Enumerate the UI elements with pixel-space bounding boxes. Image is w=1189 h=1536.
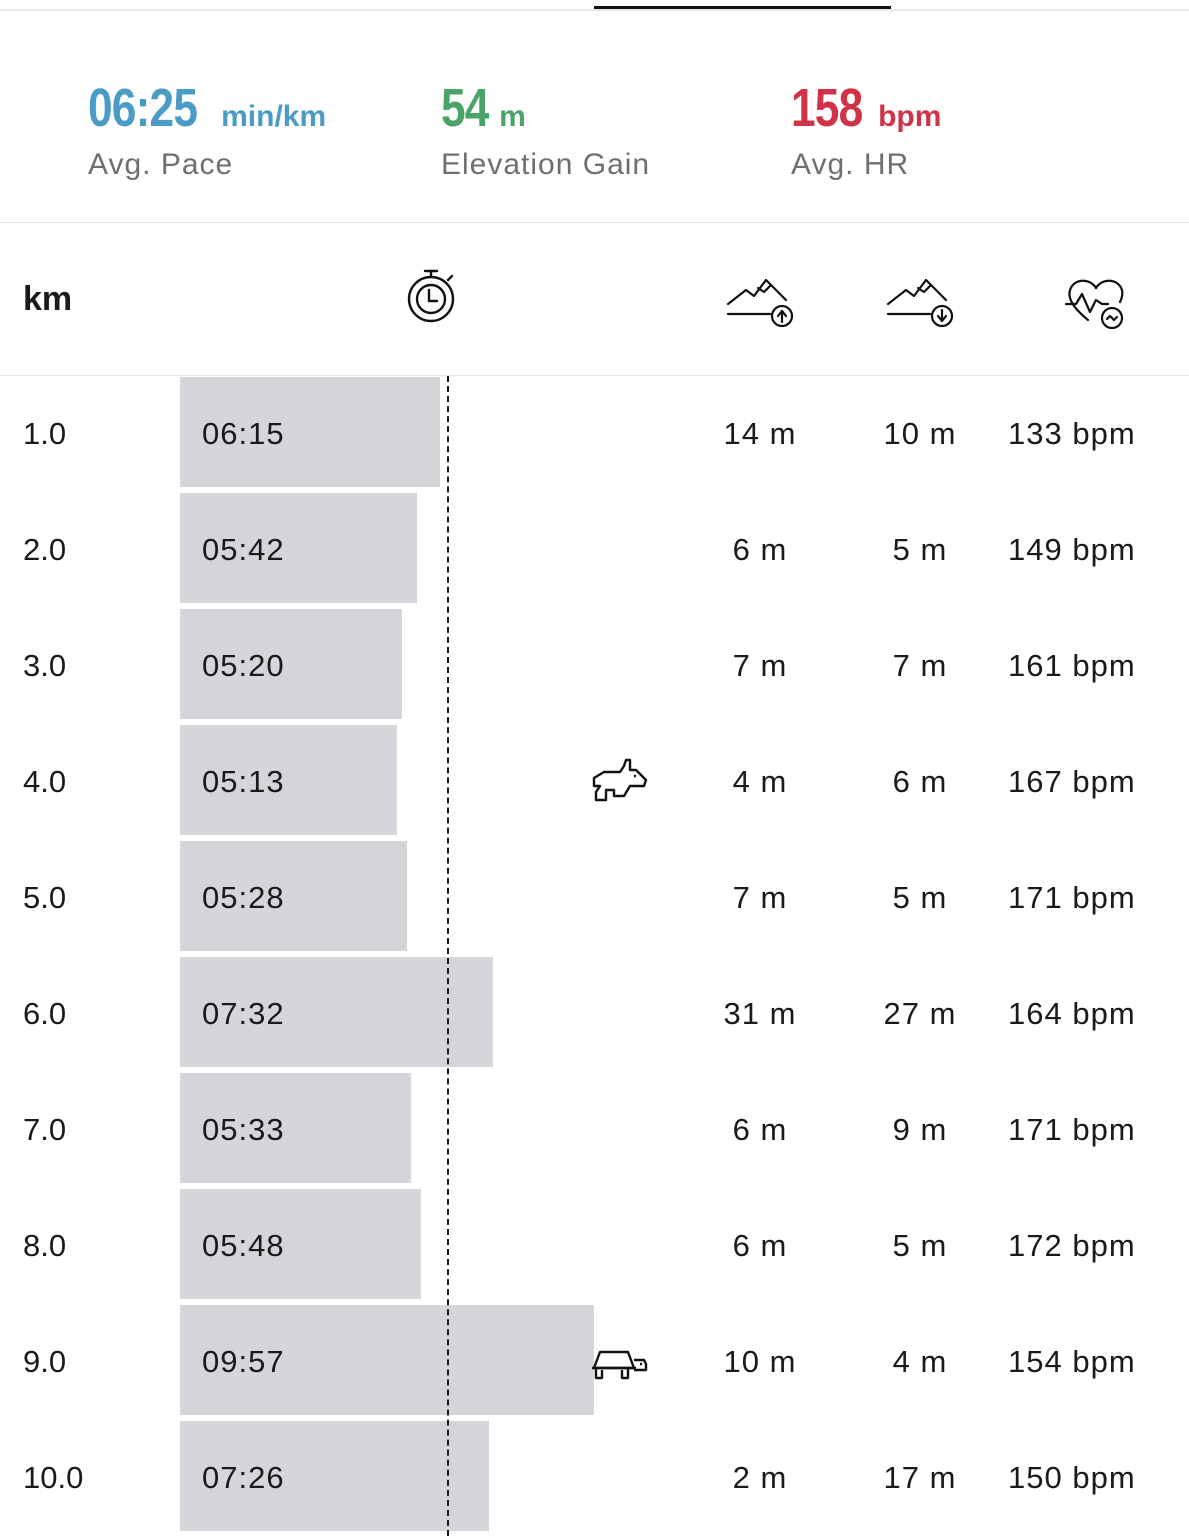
split-row: [0, 1188, 1189, 1304]
split-elevation-up: 6 m: [732, 532, 788, 567]
elevation-gain-unit: m: [499, 100, 526, 133]
split-km: 7.0: [23, 1112, 67, 1147]
split-pace: 05:28: [202, 880, 285, 915]
split-elevation-down: 5 m: [892, 532, 948, 567]
split-elevation-down: 17 m: [883, 1460, 957, 1495]
split-pace: 05:13: [202, 764, 285, 799]
avg-hr-unit: bpm: [878, 100, 942, 133]
split-elevation-up: 7 m: [732, 648, 788, 683]
split-elevation-up: 2 m: [732, 1460, 788, 1495]
split-heart-rate: 171 bpm: [1008, 880, 1136, 915]
split-km: 3.0: [23, 648, 67, 683]
split-pace: 07:32: [202, 996, 285, 1031]
split-row: [0, 1072, 1189, 1188]
elevation-gain-label: Elevation Gain: [441, 148, 651, 181]
split-row: [0, 1420, 1189, 1536]
slowest-split-turtle-icon: [590, 1342, 650, 1390]
split-elevation-up: 31 m: [723, 996, 797, 1031]
avg-hr-value: 158: [791, 78, 863, 138]
split-heart-rate: 161 bpm: [1008, 648, 1136, 683]
split-heart-rate: 164 bpm: [1008, 996, 1136, 1031]
split-elevation-down: 5 m: [892, 1228, 948, 1263]
fastest-split-rabbit-icon: [590, 756, 650, 810]
splits-list: [0, 376, 1189, 1536]
split-km: 8.0: [23, 1228, 67, 1263]
split-pace: 09:57: [202, 1344, 285, 1379]
split-row: [0, 376, 1189, 492]
split-elevation-up: 4 m: [732, 764, 788, 799]
split-heart-rate: 133 bpm: [1008, 416, 1136, 451]
split-elevation-up: 6 m: [732, 1228, 788, 1263]
avg-pace-value: 06:25: [88, 78, 198, 138]
elevation-gain-stat: [441, 78, 650, 182]
split-pace: 05:20: [202, 648, 285, 683]
avg-hr-stat: [791, 78, 941, 182]
elevation-down-icon: [886, 276, 956, 328]
split-pace: 05:33: [202, 1112, 285, 1147]
split-elevation-up: 6 m: [732, 1112, 788, 1147]
avg-pace-unit: min/km: [221, 100, 327, 133]
avg-pace-stat: [88, 78, 326, 182]
split-elevation-down: 7 m: [892, 648, 948, 683]
split-elevation-down: 6 m: [892, 764, 948, 799]
split-row: [0, 608, 1189, 724]
avg-hr-label: Avg. HR: [791, 148, 910, 181]
split-elevation-down: 5 m: [892, 880, 948, 915]
split-heart-rate: 154 bpm: [1008, 1344, 1136, 1379]
heart-rate-icon: [1064, 276, 1128, 332]
split-heart-rate: 149 bpm: [1008, 532, 1136, 567]
summary-stats: [0, 0, 1189, 223]
split-elevation-up: 14 m: [723, 416, 797, 451]
split-km: 1.0: [23, 416, 67, 451]
split-km: 4.0: [23, 764, 67, 799]
split-elevation-up: 10 m: [723, 1344, 797, 1379]
average-pace-line: [447, 376, 449, 1536]
split-row: [0, 956, 1189, 1072]
split-heart-rate: 172 bpm: [1008, 1228, 1136, 1263]
split-row: [0, 1304, 1189, 1420]
split-heart-rate: 167 bpm: [1008, 764, 1136, 799]
split-heart-rate: 171 bpm: [1008, 1112, 1136, 1147]
split-km: 9.0: [23, 1344, 67, 1379]
split-pace: 06:15: [202, 416, 285, 451]
split-row: [0, 492, 1189, 608]
elevation-up-icon: [726, 276, 796, 328]
splits-header: [0, 222, 1189, 376]
split-heart-rate: 150 bpm: [1008, 1460, 1136, 1495]
split-elevation-up: 7 m: [732, 880, 788, 915]
split-pace: 05:42: [202, 532, 285, 567]
split-elevation-down: 10 m: [883, 416, 957, 451]
split-row: [0, 724, 1189, 840]
split-row: [0, 840, 1189, 956]
split-pace: 05:48: [202, 1228, 285, 1263]
split-elevation-down: 9 m: [892, 1112, 948, 1147]
split-km: 6.0: [23, 996, 67, 1031]
km-column-header: km: [23, 280, 73, 318]
split-elevation-down: 4 m: [892, 1344, 948, 1379]
split-pace: 07:26: [202, 1460, 285, 1495]
avg-pace-label: Avg. Pace: [88, 148, 234, 181]
split-km: 5.0: [23, 880, 67, 915]
split-elevation-down: 27 m: [883, 996, 957, 1031]
split-km: 2.0: [23, 532, 67, 567]
stopwatch-icon: [405, 268, 457, 324]
split-km: 10.0: [23, 1460, 84, 1495]
elevation-gain-value: 54: [441, 78, 489, 138]
